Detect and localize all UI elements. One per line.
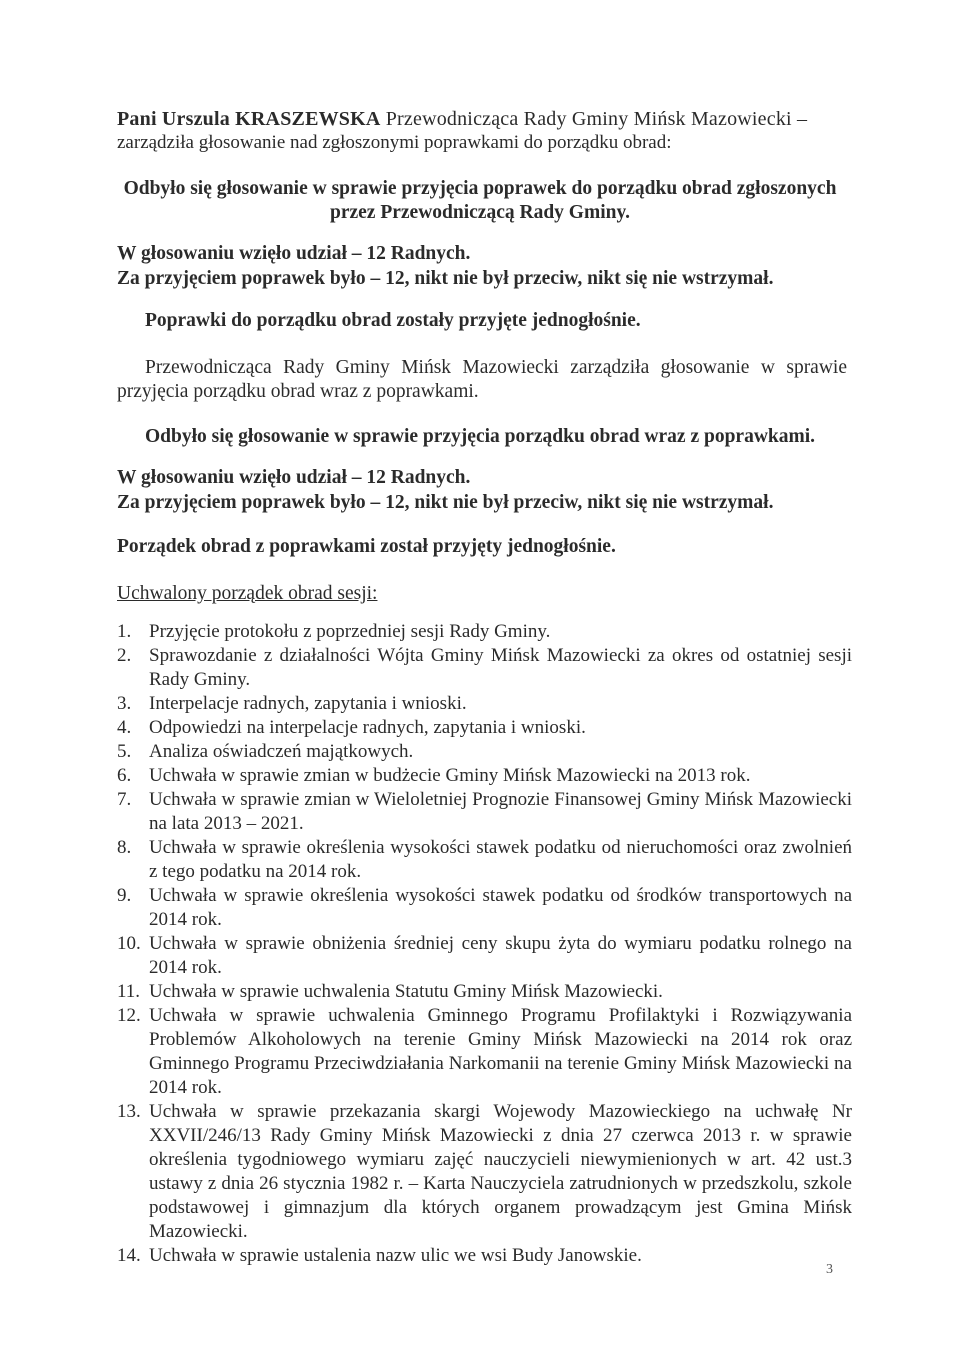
agenda-item-text: Uchwała w sprawie zmian w Wieloletniej Prognozie Finansowej Gminy Mińsk Mazowiecki na lata 2013 – 2021.	[149, 789, 852, 834]
agenda-item-number: 9.	[117, 885, 132, 906]
agenda-list	[117, 620, 852, 1268]
agenda-item-text: Interpelacje radnych, zapytania i wnioski.	[149, 693, 467, 714]
agenda-item	[117, 1004, 852, 1100]
agenda-item	[117, 692, 852, 716]
vote1-line-2: przez Przewodniczącą Rady Gminy.	[329, 202, 631, 223]
agenda-item-text: Uchwała w sprawie zmian w budżecie Gminy Mińsk Mazowiecki na 2013 rok.	[149, 765, 751, 786]
agenda-item-text: Uchwała w sprawie uchwalenia Gminnego Programu Profilaktyki i Rozwiązywania Problemów Alkoholowych na terenie Gminy Mińsk Mazowiecki na 2014 rok oraz Gminnego Programu Przeciwdziałania Narkomanii na terenie Gminy Mińsk Mazowiecki na 2014 rok.	[149, 1005, 852, 1098]
chair-title: Przewodnicząca Rady Gminy Mińsk Mazowiecki –	[380, 108, 808, 130]
agenda-item	[117, 644, 852, 692]
agenda-item-text: Przyjęcie protokołu z poprzedniej sesji Rady Gminy.	[149, 621, 551, 642]
vote1-result: Za przyjęciem poprawek było – 12, nikt nie był przeciw, nikt się nie wstrzymał.	[117, 268, 774, 289]
vote2-line-1: Odbyło się głosowanie w sprawie przyjęcia porządku obrad wraz z poprawkami.	[145, 426, 816, 447]
agenda-item-text: Uchwała w sprawie ustalenia nazw ulic we wsi Budy Janowskie.	[149, 1245, 642, 1266]
agenda-item-number: 2.	[117, 645, 132, 666]
agenda-item	[117, 764, 852, 788]
vote2-conclusion: Porządek obrad z poprawkami został przyjęty jednogłośnie.	[117, 536, 616, 557]
agenda-item-number: 5.	[117, 741, 132, 762]
agenda-item-number: 11.	[117, 981, 141, 1002]
agenda-heading: Uchwalony porządek obrad sesji:	[117, 583, 378, 604]
agenda-item-text: Sprawozdanie z działalności Wójta Gminy Mińsk Mazowiecki za okres od ostatniej sesji Rady Gminy.	[149, 645, 852, 690]
intro-line-1	[117, 108, 807, 131]
agenda-item	[117, 932, 852, 980]
agenda-item-number: 1.	[117, 621, 132, 642]
agenda-item-text: Uchwała w sprawie określenia wysokości stawek podatku od nieruchomości oraz zwolnień z tego podatku na 2014 rok.	[149, 837, 852, 882]
agenda-item-text: Uchwała w sprawie uchwalenia Statutu Gminy Mińsk Mazowiecki.	[149, 981, 663, 1002]
agenda-item-number: 6.	[117, 765, 132, 786]
chair-paragraph: Przewodnicząca Rady Gminy Mińsk Mazowiecki zarządziła głosowanie w sprawie przyjęcia porządku obrad wraz z poprawkami.	[117, 357, 847, 402]
agenda-item-number: 13.	[117, 1101, 141, 1122]
agenda-item-number: 12.	[117, 1005, 141, 1026]
vote2-result: Za przyjęciem poprawek było – 12, nikt nie był przeciw, nikt się nie wstrzymał.	[117, 492, 774, 513]
agenda-item	[117, 884, 852, 932]
agenda-item	[117, 1244, 852, 1268]
agenda-item	[117, 620, 852, 644]
agenda-item-text: Uchwała w sprawie przekazania skargi Wojewody Mazowieckiego na uchwałę Nr XXVII/246/13 Rady Gminy Mińsk Mazowiecki z dnia 27 czerwca 2013 r. w sprawie określenia tygodniowego wymiaru zajęć nauczycieli niewymienionych w art. 42 ust.3 ustawy z dnia 26 stycznia 1982 r. – Karta Nauczyciela zatrudnionych w przedszkolu, szkole podstawowej i gimnazjum dla których organem prowadzącym jest Gmina Mińsk Mazowiecki.	[149, 1101, 852, 1242]
agenda-item	[117, 788, 852, 836]
intro-line-2: zarządziła głosowanie nad zgłoszonymi poprawkami do porządku obrad:	[117, 132, 672, 153]
agenda-item-text: Odpowiedzi na interpelacje radnych, zapytania i wnioski.	[149, 717, 586, 738]
page-number: 3	[826, 1262, 833, 1277]
agenda-item-text: Uchwała w sprawie określenia wysokości stawek podatku od środków transportowych na 2014 rok.	[149, 885, 852, 930]
agenda-item-number: 4.	[117, 717, 132, 738]
agenda-item-number: 7.	[117, 789, 132, 810]
agenda-item-number: 8.	[117, 837, 132, 858]
agenda-item-text: Analiza oświadczeń majątkowych.	[149, 741, 414, 762]
agenda-item-number: 10.	[117, 933, 141, 954]
agenda-item	[117, 716, 852, 740]
vote1-conclusion: Poprawki do porządku obrad zostały przyjęte jednogłośnie.	[145, 310, 641, 331]
vote1-line-1: Odbyło się głosowanie w sprawie przyjęcia poprawek do porządku obrad zgłoszonych	[123, 178, 837, 199]
agenda-item	[117, 740, 852, 764]
agenda-item	[117, 836, 852, 884]
vote1-participants: W głosowaniu wzięło udział – 12 Radnych.	[117, 243, 471, 264]
agenda-item-number: 14.	[117, 1245, 141, 1266]
agenda-item-text: Uchwała w sprawie obniżenia średniej ceny skupu żyta do wymiaru podatku rolnego na 2014 rok.	[149, 933, 852, 978]
agenda-item	[117, 980, 852, 1004]
vote2-participants: W głosowaniu wzięło udział – 12 Radnych.	[117, 467, 471, 488]
agenda-item	[117, 1100, 852, 1244]
chair-name: Pani Urszula KRASZEWSKA	[117, 108, 381, 130]
agenda-item-number: 3.	[117, 693, 132, 714]
